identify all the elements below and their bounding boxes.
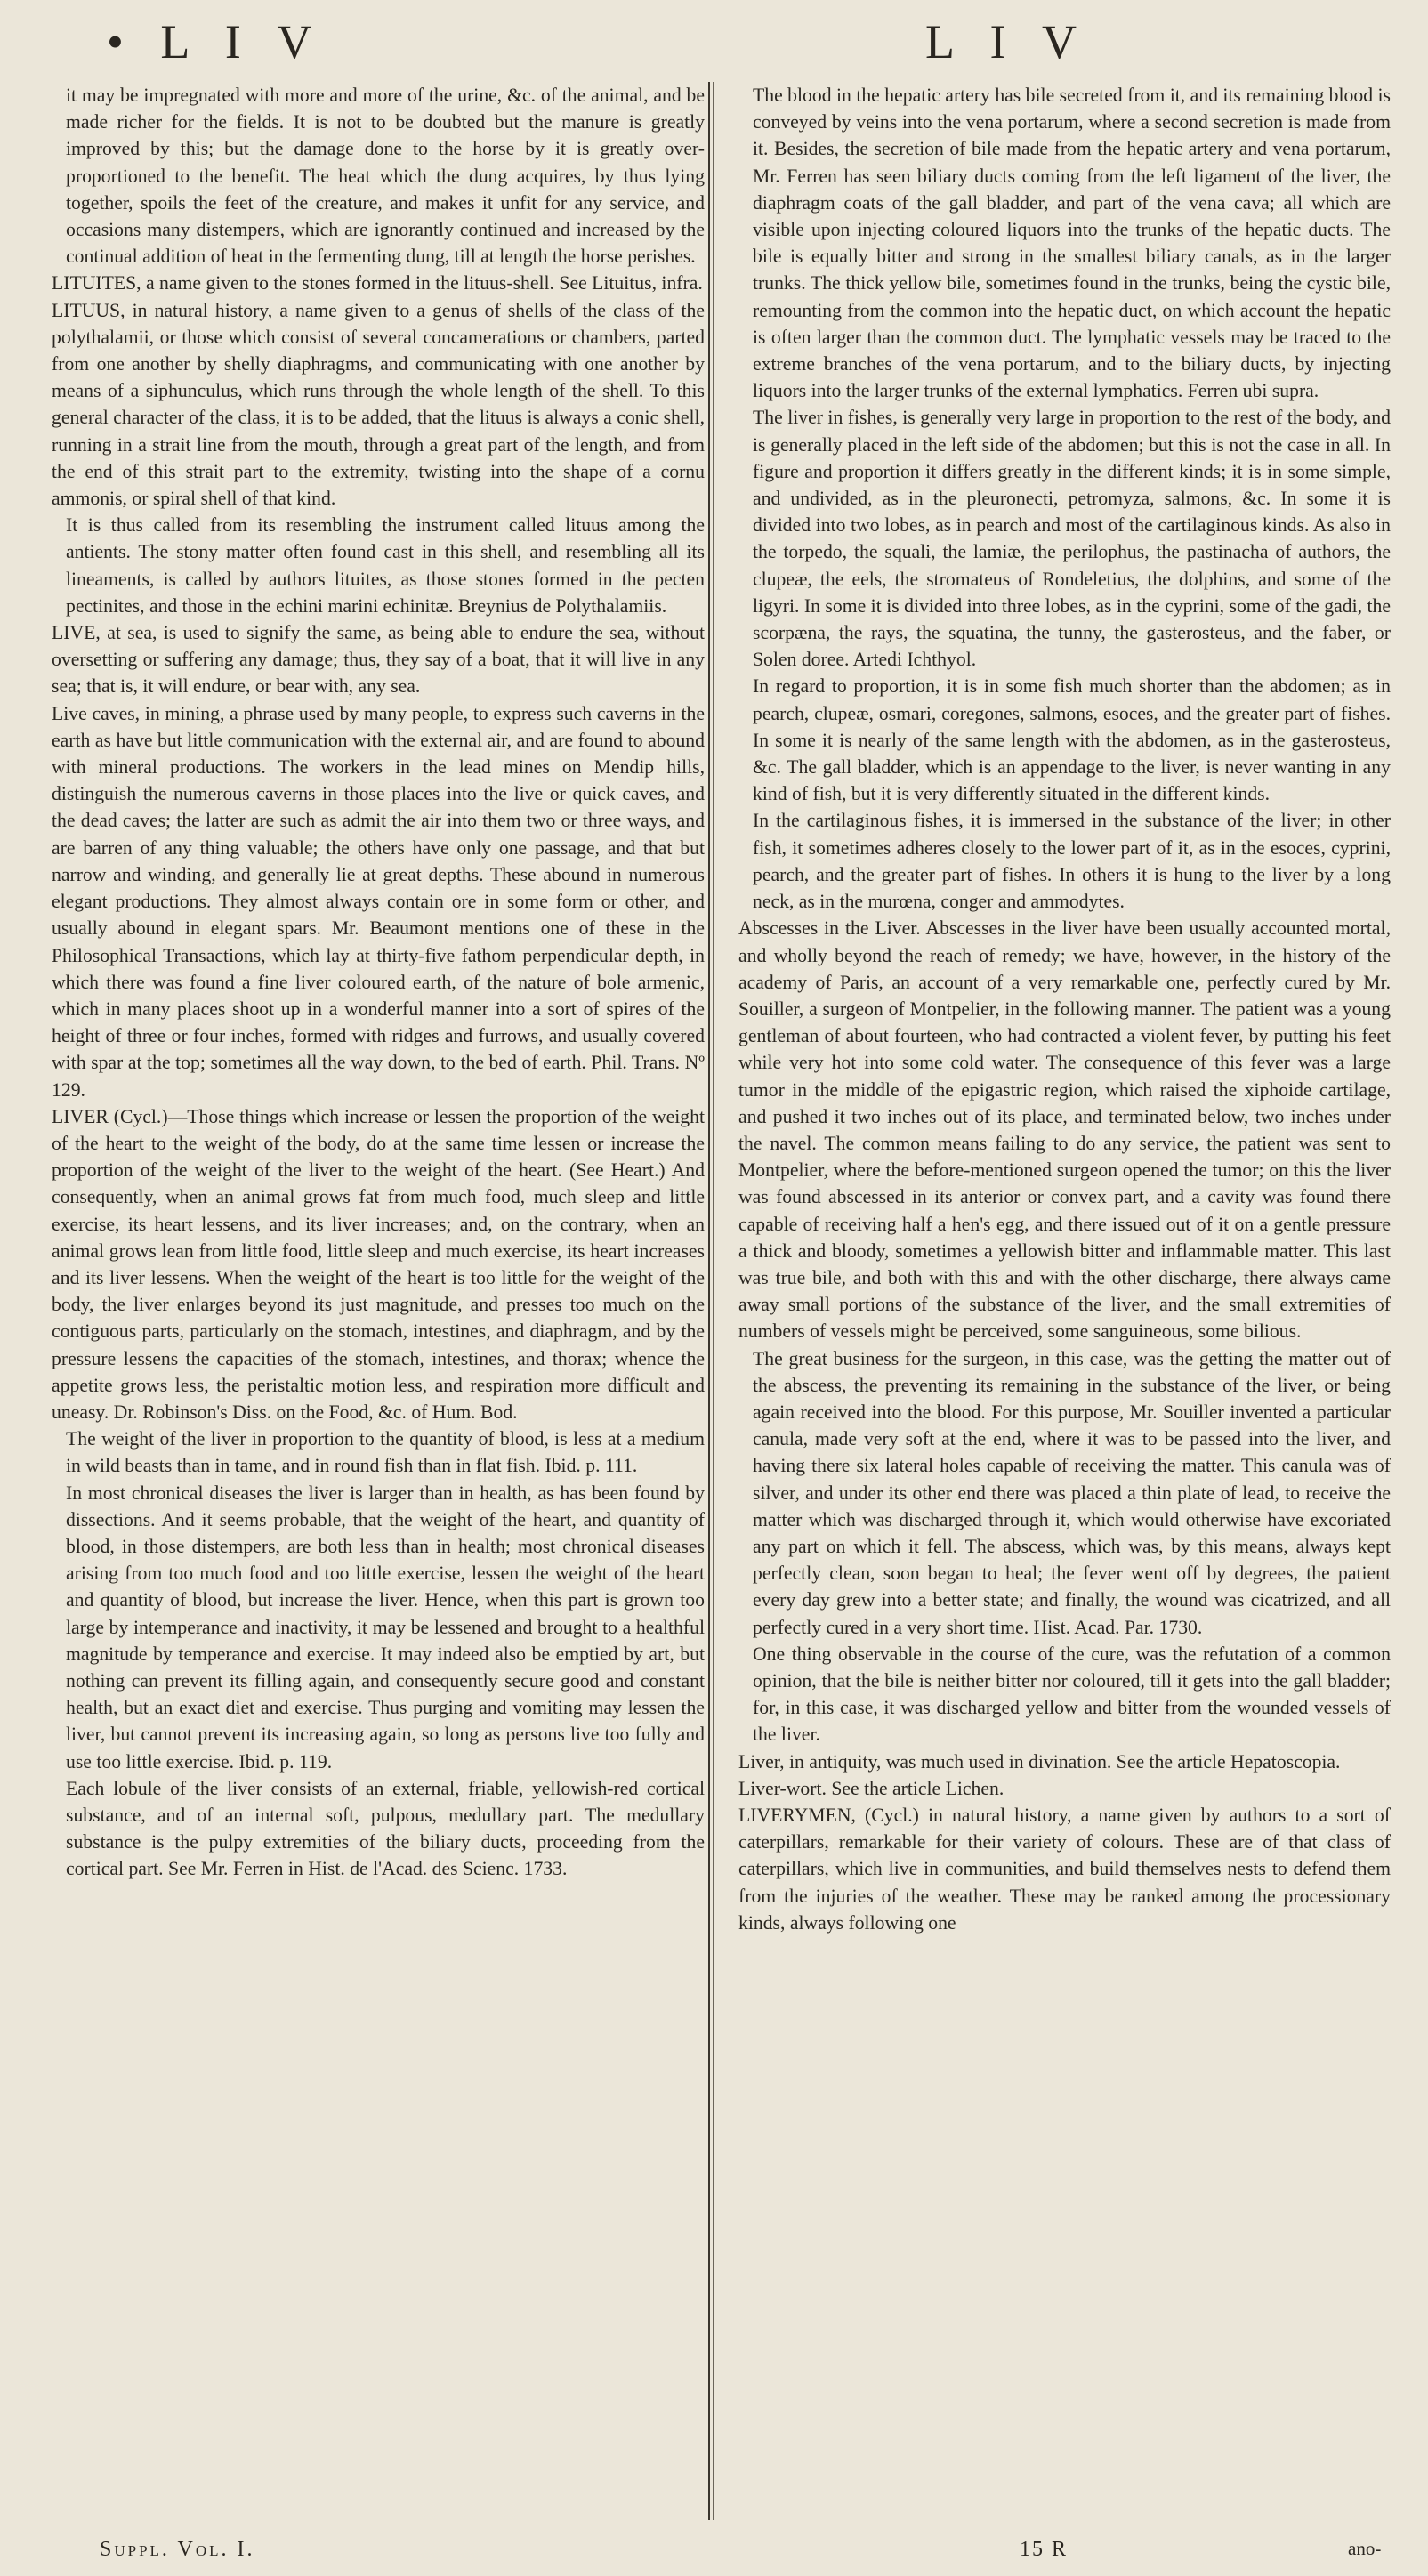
paragraph: The liver in fishes, is generally very large in proportion to the rest of the body, and is generally placed in the left side of the abdomen; but this is not the case in all. In figure and proportion it differs greatly in the different kinds; it is in some simple, and undivided, as in the pleuronecti, petromyza, salmons, &c. In some it is divided into two lobes, as in pearch and most of the cartilaginous kinds. As also in the torpedo, the squali, the lamiæ, the perilophus, the pastinacha of authors, the clupeæ, the eels, the stromateus of Rondeletius, the dolphins, and some of the ligyri. In some it is divided into three lobes, as in the cyprini, some of the gadi, the scorpæna, the rays, the squatina, the tunny, the gasterosteus, and the faber, or Solen doree. Artedi Ichthyol. xyxy=(753,407,1391,671)
left-column xyxy=(52,82,705,1883)
paragraph: it may be impregnated with more and more of the urine, &c. of the animal, and be made richer for the fields. It is not to be doubted but the manure is greatly improved by this; but the damage done to the horse by it is greatly over-proportioned to the benefit. The heat which the dung acquires, by thus lying together, spoils the feet of the creature, and makes it unfit for any service, and occasions many distempers, which are ignorantly continued and increased by the continual addition of heat in the fermenting dung, till at length the horse perishes. xyxy=(66,85,705,268)
column-divider-inner xyxy=(713,82,714,2520)
signature-mark: 15 R xyxy=(1020,2538,1069,2561)
dictionary-entry: LIVE, at sea, is used to signify the same, as being able to endure the sea, without oversetting or suffering any damage; thus, they say of a boat, that it will live in any sea; that is, it will endure, or bear with, any sea. xyxy=(52,622,705,698)
right-column xyxy=(738,82,1391,1936)
volume-label: Suppl. Vol. I. xyxy=(100,2538,255,2561)
paragraph: In most chronical diseases the liver is larger than in health, as has been found by dissections. And it seems probable, that the weight of the heart, and quantity of blood, in those distempers, are both less than in health; most chronical diseases arising from too much food and too little exercise, lessen the weight of the heart and quantity of blood, but increase the liver. Hence, when this part is grown too large by intemperance and inactivity, it may be lessened and brought to a healthful magnitude by temperance and exercise. It may indeed also be emptied by art, but nothing can prevent its filling again, and consequently secure good and constant health, but an exact diet and exercise. Thus purging and vomiting may lessen the liver, but cannot prevent its increasing again, so long as persons live too fully and use too little exercise. Ibid. p. 119. xyxy=(66,1482,705,1773)
paragraph: The blood in the hepatic artery has bile secreted from it, and its remaining blood is conveyed by veins into the vena portarum, where a second secretion is made from it. Besides, the secretion of bile made from the hepatic artery and vena portarum, Mr. Ferren has seen biliary ducts coming from the left ligament of the liver, the diaphragm coats of the gall bladder, and part of the vena cava; all which are visible upon injecting coloured liquors into the trunks of the hepatic ducts. The bile is equally bitter and strong in the smallest biliary canals, as in the larger trunks. The thick yellow bile, sometimes found in the trunks, being the cystic bile, remounting from the common into the hepatic duct, on which account the hepatic is often larger than the common duct. The lymphatic vessels may be traced to the extreme branches of the vena portarum, and to the biliary ducts, by injecting liquors into the larger trunks of the external lymphatics. Ferren ubi supra. xyxy=(753,85,1391,402)
paragraph: In regard to proportion, it is in some fish much shorter than the abdomen; as in pearch, clupeæ, osmari, coregones, salmons, esoces, and the greater part of fishes. In some it is nearly of the same length with the abdomen, as in the gasterosteus, &c. The gall bladder, which is an appendage to the liver, is never wanting in any kind of fish, but it is very differently situated in the different kinds. xyxy=(753,675,1391,805)
dictionary-entry: LIVERYMEN, (Cycl.) in natural history, a name given by authors to a sort of caterpillars, remarkable for their variety of colours. These are of that class of caterpillars, which live in communities, and build themselves nests to defend them from the injuries of the weather. These may be ranked among the processionary kinds, always following one xyxy=(738,1805,1391,1934)
paragraph: In the cartilaginous fishes, it is immersed in the substance of the liver; in other fish, it sometimes adheres closely to the lower part of it, as in the esoces, cyprini, pearch, and the greater part of fishes. In others it is hung to the liver by a long neck, as in the murœna, conger and ammodytes. xyxy=(753,810,1391,913)
column-divider xyxy=(708,82,710,2520)
dictionary-entry: LITUUS, in natural history, a name given to a genus of shells of the class of the polythalamii, or those which consist of several concamerations or chambers, parted from one another by shelly diaphragms, and communicating with one another by means of a siphunculus, which runs through the whole length of the shell. To this general character of the class, it is to be added, that the lituus is always a conic shell, running in a strait line from the mouth, through a great part of the length, and from the end of this strait part to the extremity, twisting into the shape of a cornu ammonis, or spiral shell of that kind. xyxy=(52,299,705,510)
dictionary-entry: LIVER (Cycl.)—Those things which increase or lessen the proportion of the weight of the heart to the weight of the body, do at the same time lessen or increase the proportion of the weight of the liver to the weight of the heart. (See Heart.) And consequently, when an animal grows fat from much food, much sleep and little exercise, its heart lessens, and its liver increases; and, on the contrary, when an animal grows lean from little food, little sleep and much exercise, its heart increases and its liver lessens. When the weight of the heart is too little for the weight of the body, the liver enlarges beyond its just magnitude, and presses too much on the contiguous parts, particularly on the stomach, intestines, and diaphragm, and by the pressure lessens the capacities of the stomach, intestines, and thorax; whence the appetite grows less, the peristaltic motion less, and respiration more difficult and uneasy. Dr. Robinson's Diss. on the Food, &c. of Hum. Bod. xyxy=(52,1105,705,1423)
paragraph: Each lobule of the liver consists of an external, friable, yellowish-red cortical substance, and of an internal soft, pulpous, medullary part. The medullary substance is the pulpy extremities of the biliary ducts, proceeding from the cortical part. See Mr. Ferren in Hist. de l'Acad. des Scienc. 1733. xyxy=(66,1777,705,1880)
paragraph: The weight of the liver in proportion to the quantity of blood, is less at a medium in wild beasts than in tame, and in round fish than in flat fish. Ibid. p. 111. xyxy=(66,1428,705,1477)
dictionary-entry: Live caves, in mining, a phrase used by many people, to express such caverns in the earth as have but little communication with the external air, and are found to abound with mineral productions. The workers in the lead mines on Mendip hills, distinguish the numerous caverns in those places into the live or quick caves, and the dead caves; the latter are such as admit the air into them two or three ways, and are barren of any thing valuable; the others have only one passage, and that but narrow and winding, and generally lie at great depths. These abound in numerous elegant productions. They almost always contain ore in some form or other, and usually abound in elegant spars. Mr. Beaumont mentions one of these in the Philosophical Transactions, which lay at thirty-five fathom perpendicular depth, in which there was found a fine liver coloured earth, of the nature of bole armenic, which in many places shoot up in a wonderful manner into a sort of spires of the height of three or four inches, formed with ridges and furrows, and usually covered with spar at the top; sometimes all the way down, to the bed of earth. Phil. Trans. Nº 129. xyxy=(52,702,705,1101)
paragraph: One thing observable in the course of the cure, was the refutation of a common opinion, that the bile is neither bitter nor coloured, till it gets into the gall bladder; for, in this case, it was discharged yellow and bitter from the wounded vessels of the liver. xyxy=(753,1643,1391,1746)
running-head xyxy=(0,5,1428,77)
running-head-right: L I V xyxy=(925,15,1089,69)
dictionary-entry: LITUITES, a name given to the stones formed in the lituus-shell. See Lituitus, infra. xyxy=(52,272,703,295)
paragraph: The great business for the surgeon, in this case, was the getting the matter out of the abscess, the preventing its remaining in the substance of the liver, or being again received into the blood. For this purpose, Mr. Souiller invented a particular canula, made very soft at the end, where it was to be passed into the liver, and having there six lateral holes capable of receiving the matter. This canula was of silver, and under its other end there was placed a thin plate of lead, to receive the matter which was discharged through it, which would otherwise have excoriated any part on which it fell. The abscess, which was, by this means, always kept perfectly clean, soon began to heal; the fever went off by degrees, the patient every day grew into a better state; and finally, the wound was cicatrized, and all perfectly cured in a very short time. Hist. Acad. Par. 1730. xyxy=(753,1347,1391,1638)
running-head-left: • L I V xyxy=(107,15,325,69)
dictionary-entry: Liver-wort. See the article Lichen. xyxy=(738,1777,1004,1799)
dictionary-entry: Liver, in antiquity, was much used in divination. See the article Hepatoscopia. xyxy=(738,1750,1341,1773)
dictionary-entry: Abscesses in the Liver. Abscesses in the liver have been usually accounted mortal, and wholly beyond the reach of remedy; we have, however, in the history of the academy of Paris, an account of a very remarkable one, perfectly cured by Mr. Souiller, a surgeon of Montpelier, in the following manner. The patient was a young gentleman of about fourteen, who had contracted a violent fever, by putting his feet while very hot into some cold water. The consequence of this fever was a large tumor in the middle of the epigastric region, which raised the xiphoide cartilage, and pushed it two inches out of its place, and terminated below, two inches under the navel. The common means failing to do any service, the patient was sent to Montpelier, where the before-mentioned surgeon opened the tumor; on this the liver was found abscessed in its anterior or convex part, and a cavity was found there capable of receiving half a hen's egg, and there issued out of it on a gentle pressure a thick and bloody, sometimes a yellowish bitter and inflammable matter. This last was true bile, and both with this and with the other discharge, there always came away small portions of the substance of the liver, and the small extremities of numbers of vessels might be perceived, some sanguineous, some bilious. xyxy=(738,917,1391,1343)
paragraph: It is thus called from its resembling the instrument called lituus among the antients. The stony matter often found cast in this shell, and resembling all its lineaments, is called by authors lituites, as those stones formed in the pecten pectinites, and those in the echini marini echinitæ. Breynius de Polythalamiis. xyxy=(66,514,705,617)
catchword: ano- xyxy=(1348,2538,1382,2559)
